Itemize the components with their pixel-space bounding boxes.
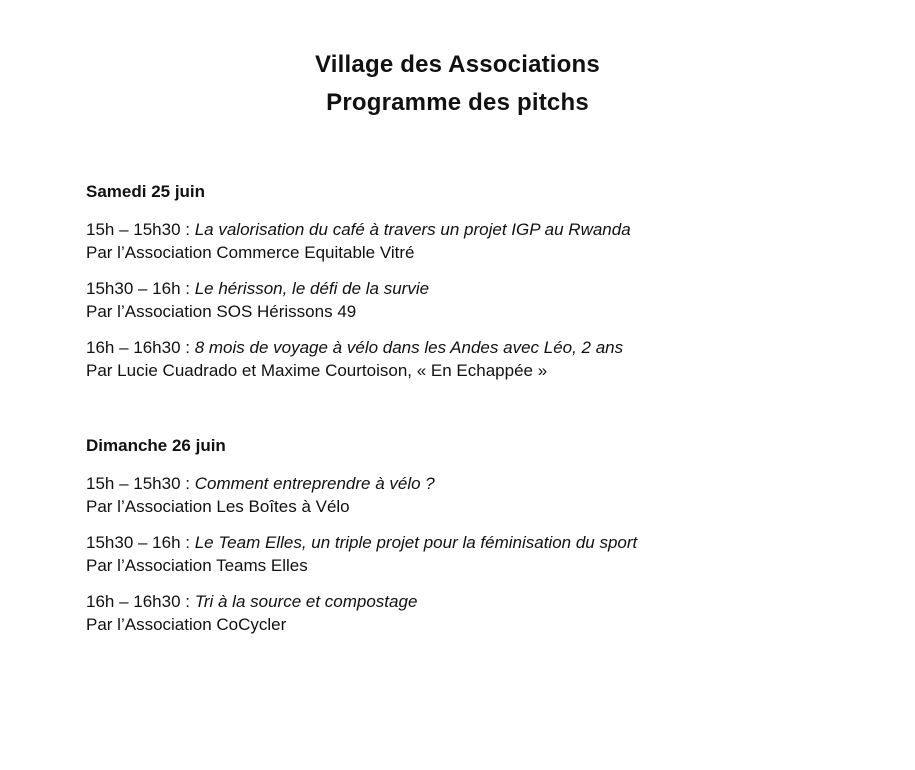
pitch-entry xyxy=(86,590,846,636)
pitch-time: 15h – 15h30 : xyxy=(86,474,195,493)
pitch-time-title-line xyxy=(86,218,846,241)
pitch-title: La valorisation du café à travers un projet IGP au Rwanda xyxy=(194,220,631,239)
pitch-presenter: Par l’Association CoCycler xyxy=(86,615,287,634)
pitch-time: 16h – 16h30 : xyxy=(86,592,195,611)
pitch-time-title-line xyxy=(86,590,846,613)
title-line-village: Village des Associations xyxy=(315,51,600,78)
pitch-time: 16h – 16h30 : xyxy=(86,338,195,357)
pitch-time: 15h30 – 16h : xyxy=(86,279,195,298)
document-title xyxy=(0,46,915,122)
pitch-presenter: Par l’Association Teams Elles xyxy=(86,556,308,575)
pitch-presenter: Par l’Association Les Boîtes à Vélo xyxy=(86,497,350,516)
pitch-presenter: Par l’Association Commerce Equitable Vitré xyxy=(86,243,415,262)
day-heading: Dimanche 26 juin xyxy=(86,436,226,455)
pitch-time-title-line xyxy=(86,277,846,300)
pitch-title: Comment entreprendre à vélo ? xyxy=(194,474,435,493)
pitch-title: 8 mois de voyage à vélo dans les Andes avec Léo, 2 ans xyxy=(194,338,624,357)
pitch-presenter: Par l’Association SOS Hérissons 49 xyxy=(86,302,357,321)
title-line-programme: Programme des pitchs xyxy=(326,89,589,116)
pitch-title: Le Team Elles, un triple projet pour la féminisation du sport xyxy=(194,533,638,552)
pitch-title: Tri à la source et compostage xyxy=(194,592,418,611)
day-section-sunday xyxy=(86,435,846,649)
pitch-entry xyxy=(86,336,846,382)
pitch-time: 15h – 15h30 : xyxy=(86,220,195,239)
pitch-entry xyxy=(86,218,846,264)
pitch-time: 15h30 – 16h : xyxy=(86,533,195,552)
pitch-entry xyxy=(86,472,846,518)
pitch-presenter: Par Lucie Cuadrado et Maxime Courtoison, « En Echappée » xyxy=(86,361,548,380)
pitch-time-title-line xyxy=(86,472,846,495)
day-heading: Samedi 25 juin xyxy=(86,182,206,201)
pitch-entry xyxy=(86,531,846,577)
day-section-saturday xyxy=(86,181,846,395)
pitch-time-title-line xyxy=(86,531,846,554)
pitch-entry xyxy=(86,277,846,323)
pitch-time-title-line xyxy=(86,336,846,359)
pitch-title: Le hérisson, le défi de la survie xyxy=(194,279,430,298)
